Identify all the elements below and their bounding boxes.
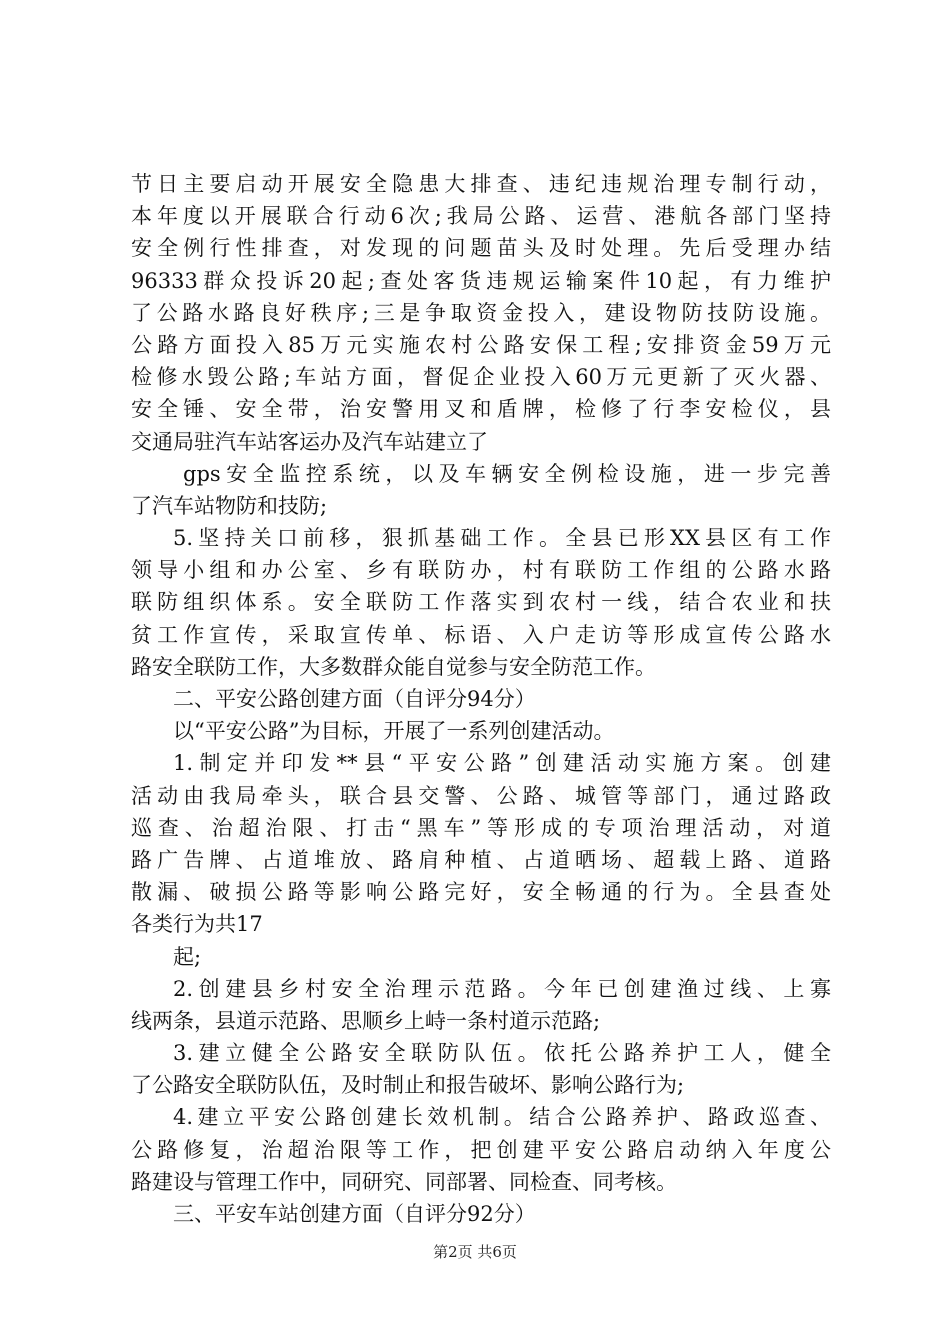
text-line: gps安全监控系统，以及车辆安全例检设施，进一步完善	[183, 461, 831, 486]
text-line: 贫工作宣传，采取宣传单、标语、入户走访等形成宣传公路水	[131, 622, 831, 647]
text-line: 二、平安公路创建方面（自评分94分）	[173, 687, 536, 711]
text-line: 路广告牌、占道堆放、路肩种植、占道晒场、超载上路、道路	[131, 847, 831, 872]
text-line: 联防组织体系。安全联防工作落实到农村一线，结合农业和扶	[131, 590, 831, 615]
text-line: 起;	[173, 944, 202, 969]
text-line: 路建设与管理工作中，同研究、同部署、同检查、同考核。	[131, 1169, 677, 1194]
text-line: 公路修复，治超治限等工作，把创建平安公路启动纳入年度公	[131, 1137, 831, 1162]
text-line: 本年度以开展联合行动6次;我局公路、运营、港航各部门坚持	[131, 204, 831, 229]
text-line: 以“平安公路”为目标，开展了一系列创建活动。	[173, 719, 615, 744]
page-footer: 第2页 共6页	[433, 1243, 517, 1261]
text-line: 1.制定并印发**县“平安公路”创建活动实施方案。创建	[173, 751, 831, 776]
text-line: 安全锤、安全带，治安警用叉和盾牌，检修了行李安检仪，县	[131, 397, 831, 422]
text-line: 散漏、破损公路等影响公路完好，安全畅通的行为。全县查处	[131, 880, 831, 905]
text-line: 3.建立健全公路安全联防队伍。依托公路养护工人，健全	[173, 1041, 831, 1066]
text-line: 交通局驻汽车站客运办及汽车站建立了	[131, 429, 488, 454]
text-line: 2.创建县乡村安全治理示范路。今年已创建渔过线、上寡	[173, 976, 831, 1001]
text-line: 了公路水路良好秩序;三是争取资金投入，建设物防技防设施。	[131, 300, 831, 325]
document-body	[131, 168, 831, 1230]
text-line: 了汽车站物防和技防;	[131, 493, 328, 518]
text-line: 检修水毁公路;车站方面，督促企业投入60万元更新了灭火器、	[131, 365, 831, 390]
text-line: 节日主要启动开展安全隐患大排查、违纪违规治理专制行动，	[131, 172, 831, 196]
text-line: 4.建立平安公路创建长效机制。结合公路养护、路政巡查、	[173, 1105, 831, 1130]
text-line: 5.坚持关口前移，狠抓基础工作。全县已形XX县区有工作	[173, 526, 831, 551]
text-line: 线两条，县道示范路、思顺乡上峙一条村道示范路;	[131, 1008, 601, 1033]
text-line: 各类行为共17	[131, 912, 263, 937]
text-line: 了公路安全联防队伍，及时制止和报告破坏、影响公路行为;	[131, 1073, 685, 1098]
text-line: 巡查、治超治限、打击“黑车”等形成的专项治理活动，对道	[131, 815, 831, 840]
text-line: 公路方面投入85万元实施农村公路安保工程;安排资金59万元	[131, 332, 831, 357]
text-line: 安全例行性排查，对发现的问题苗头及时处理。先后受理办结	[131, 236, 831, 261]
text-line: 三、平安车站创建方面（自评分92分）	[173, 1202, 536, 1226]
text-line: 活动由我局牵头，联合县交警、公路、城管等部门，通过路政	[131, 783, 831, 808]
text-line: 领导小组和办公室、乡有联防办，村有联防工作组的公路水路	[131, 558, 831, 583]
text-line: 96333群众投诉20起;查处客货违规运输案件10起，有力维护	[131, 268, 831, 293]
text-line: 路安全联防工作，大多数群众能自觉参与安全防范工作。	[131, 654, 656, 679]
